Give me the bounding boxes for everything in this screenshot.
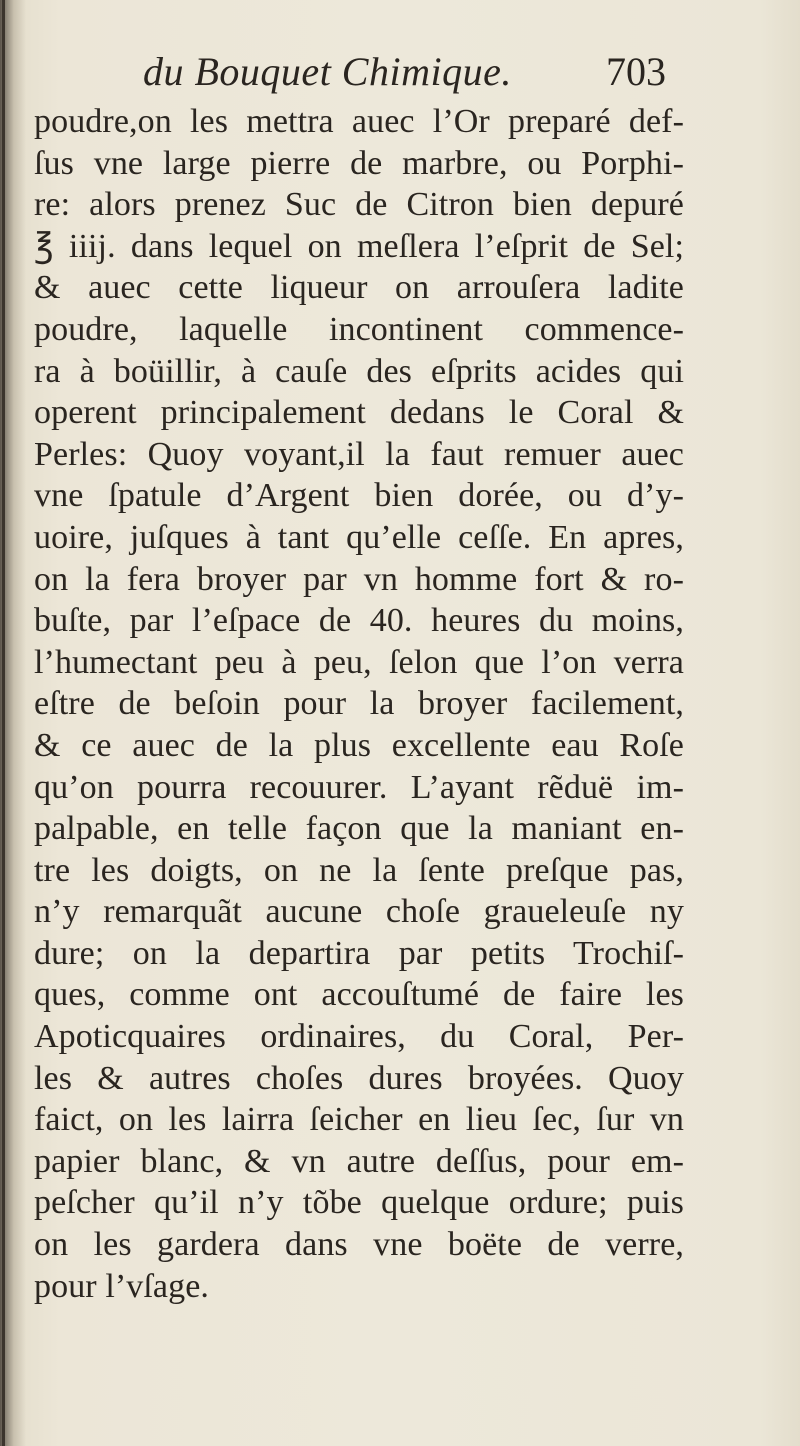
text-line: on la fera broyer par vn homme fort & ro-: [34, 560, 684, 598]
running-head: [0, 48, 800, 98]
text-line: poudre,on les mettra auec l’Or preparé def-: [34, 103, 684, 140]
text-line: poudre, laquelle incontinent commence-: [34, 310, 684, 348]
text-line: papier blanc, & vn autre deſſus, pour em-: [34, 1142, 684, 1180]
body-text: [34, 101, 684, 1307]
text-line: Apoticquaires ordinaires, du Coral, Per-: [34, 1018, 684, 1056]
text-line: re: alors prenez Suc de Citron bien depuré: [34, 186, 684, 224]
text-line: qu’on pourra recouurer. L’ayant rẽduë im-: [34, 768, 684, 806]
text-line: operent principalement dedans le Coral &: [34, 394, 684, 432]
text-line: ſus vne large pierre de marbre, ou Porphi-: [34, 144, 684, 182]
text-line: pour l’vſage.: [34, 1267, 210, 1305]
text-line: les & autres choſes dures broyées. Quoy: [34, 1059, 684, 1097]
text-line: n’y remarquãt aucune choſe graueleuſe ny: [34, 893, 684, 931]
text-line: Perles: Quoy voyant,il la faut remuer auec: [34, 435, 684, 473]
running-title: du Bouquet Chimique.: [143, 49, 512, 94]
text-line: uoire, juſques à tant qu’elle ceſſe. En apres,: [34, 518, 684, 556]
text-line: on les gardera dans vne boëte de verre,: [34, 1226, 684, 1264]
page-number: 703: [606, 49, 666, 94]
text-line: peſcher qu’il n’y tõbe quelque ordure; puis: [34, 1184, 684, 1222]
text-line: ra à boüillir, à cauſe des eſprits acides qui: [34, 352, 684, 390]
text-line: ℥ iiij. dans lequel on meſlera l’eſprit de Sel;: [34, 227, 684, 265]
text-line: eſtre de beſoin pour la broyer facilement,: [34, 685, 684, 723]
text-line: faict, on les lairra ſeicher en lieu ſec, ſur vn: [34, 1101, 684, 1139]
text-line: dure; on la departira par petits Trochiſ-: [34, 934, 684, 972]
text-line: tre les doigts, on ne la ſente preſque pas,: [34, 851, 684, 889]
text-line: & ce auec de la plus excellente eau Roſe: [34, 726, 684, 764]
text-line: l’humectant peu à peu, ſelon que l’on verra: [34, 643, 684, 681]
text-line: vne ſpatule d’Argent bien dorée, ou d’y-: [34, 477, 684, 515]
text-line: ques, comme ont accouſtumé de faire les: [34, 976, 684, 1014]
gutter-edge: [2, 0, 5, 1446]
text-line: palpable, en telle façon que la maniant en-: [34, 810, 684, 848]
text-line: buſte, par l’eſpace de 40. heures du moins,: [34, 602, 684, 640]
text-line: & auec cette liqueur on arrouſera ladite: [34, 269, 684, 307]
